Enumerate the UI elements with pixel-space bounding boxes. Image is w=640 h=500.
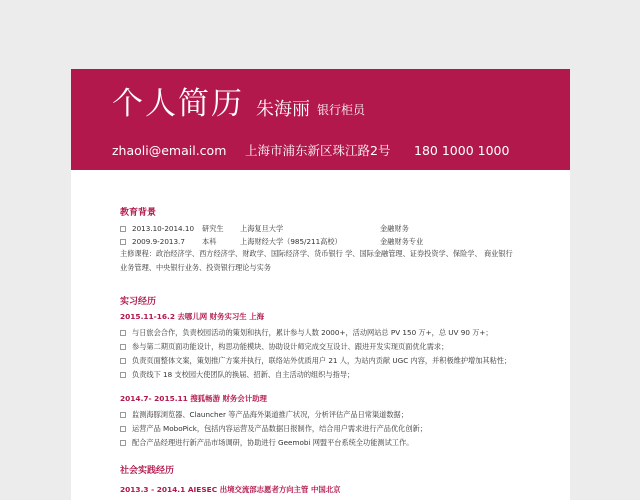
checkbox-icon (120, 440, 126, 446)
page-title: 个人简历 (112, 86, 244, 122)
education-school: 上海财经大学（985/211高校） (240, 237, 342, 246)
education-date: 2009.9-2013.7 (132, 237, 185, 246)
education-courses: 主修课程：政治经济学、西方经济学、财政学、国际经济学、货币银行 学、国际金融管理、证券投资学、保险学、 商业银行业务管理、中央银行业务、投资银行理论与实务 (120, 249, 513, 272)
checkbox-icon (120, 412, 126, 418)
checkbox-icon (120, 226, 126, 232)
list-item-text: 负责页面整体文案，策划推广方案并执行，联络站外优质用户 21 人，为站内贡献 UGC 内容，并积极维护增加其粘性； (132, 356, 512, 365)
list-item-text: 运营产品 MoboPick，包括内容运营及产品数据日报制作，结合用户需求进行产品优化创新； (132, 424, 427, 433)
education-date: 2013.10-2014.10 (132, 224, 195, 233)
list-item (120, 423, 520, 434)
education-title: 教育背景 (120, 208, 157, 218)
list-item-text: 负责线下 18 支校园大使团队的换届、招新、自主活动的组织与指导； (132, 370, 355, 379)
list-item (120, 369, 520, 380)
job-title: 银行柜员 (317, 103, 366, 117)
checkbox-icon (120, 426, 126, 432)
list-item-text: 与日旅会合作，负责校园活动的策划和执行，累计参与人数 2000+，活动网站总 PV 150 万+，总 UV 90 万+； (132, 328, 493, 337)
education-major: 金融财务专业 (380, 237, 424, 246)
checkbox-icon (120, 344, 126, 350)
list-item (120, 437, 520, 448)
list-item (120, 327, 520, 338)
list-item (120, 355, 520, 366)
social-heading: 2013.3 - 2014.1 AIESEC 出境交流部志愿者方向主管 中国北京 (120, 485, 341, 494)
resume-paper (71, 69, 570, 500)
list-item-text: 监测海豚浏览器、Clauncher 等产品海外渠道推广状况，分析评估产品日常渠道数据； (132, 410, 408, 419)
education-row (120, 223, 520, 234)
address-text: 上海市浦东新区珠江路2号 (245, 143, 391, 158)
education-degree: 本科 (202, 237, 217, 246)
checkbox-icon (120, 330, 126, 336)
education-degree: 研究生 (202, 224, 224, 233)
checkbox-icon (120, 239, 126, 245)
list-item (120, 409, 520, 420)
education-school: 上海复旦大学 (240, 224, 284, 233)
social-practice-title: 社会实践经历 (120, 466, 175, 476)
education-row (120, 236, 520, 247)
list-item-text: 配合产品经理进行新产品市场调研，协助进行 Geemobi 网盟平台系统全功能测试工作。 (132, 438, 414, 447)
job-heading: 2015.11-16.2 去哪儿网 财务实习生 上海 (120, 312, 264, 321)
internship-title: 实习经历 (120, 297, 157, 307)
phone-text: 180 1000 1000 (414, 143, 510, 158)
resume-header (71, 69, 570, 170)
email-text: zhaoli@email.com (112, 143, 227, 158)
list-item (120, 341, 520, 352)
person-name: 朱海丽 (256, 99, 310, 120)
education-major: 金融财务 (380, 224, 409, 233)
checkbox-icon (120, 372, 126, 378)
list-item-text: 参与第二期页面功能设计，构思功能模块、协助设计师完成交互设计、跟进开发实现页面优化需求； (132, 342, 449, 351)
checkbox-icon (120, 358, 126, 364)
job-heading: 2014.7- 2015.11 搜狐畅游 财务会计助理 (120, 394, 267, 403)
